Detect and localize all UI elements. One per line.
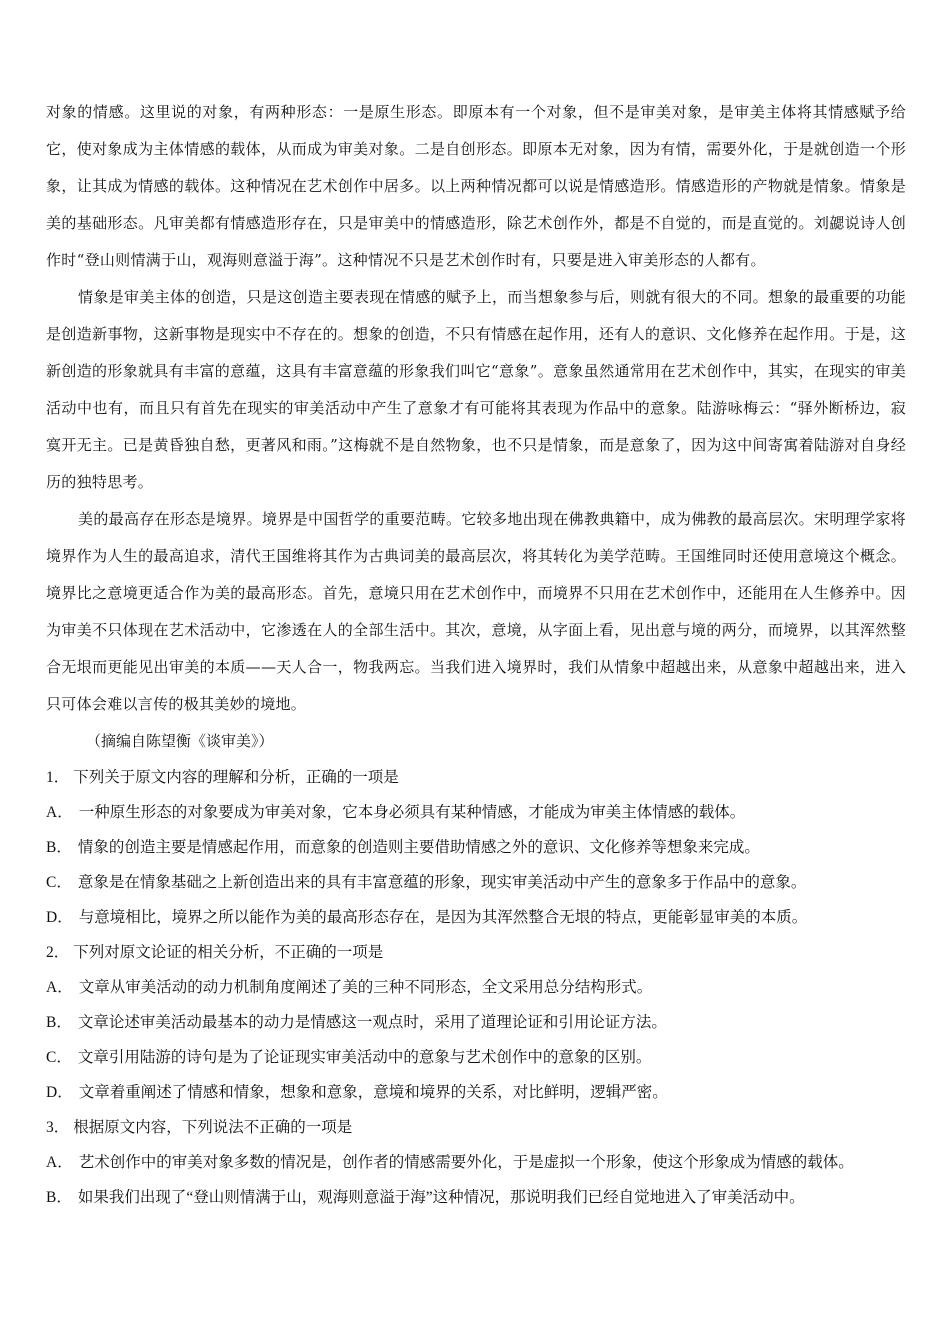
question-stem	[46, 935, 906, 970]
option	[46, 1040, 906, 1075]
option-letter: C．	[46, 1049, 72, 1066]
option-text: 文章着重阐述了情感和情象，想象和意象，意境和境界的关系，对比鲜明，逻辑严密。	[78, 1084, 668, 1101]
question-text: 下列对原文论证的相关分析，不正确的一项是	[73, 944, 384, 961]
option-text: 与意境相比，境界之所以能作为美的最高形态存在，是因为其浑然整合无垠的特点，更能彰显审美的本质。	[78, 909, 808, 926]
option-text: 情象的创造主要是情感起作用，而意象的创造则主要借助情感之外的意识、文化修养等想象来完成。	[77, 839, 760, 856]
option	[46, 865, 906, 900]
passage-paragraph: 美的最高存在形态是境界。境界是中国哲学的重要范畴。它较多地出现在佛教典籍中，成为佛教的最高层次。宋明理学家将境界作为人生的最高追求，清代王国维将其作为古典词美的最高层次，将其转化为美学范畴。王国维同时还使用意境这个概念。境界比之意境更适合作为美的最高形态。首先，意境只用在艺术创作中，而境界不只用在艺术创作中，还能用在人生修养中。因为审美不只体现在艺术活动中，它渗透在人的全部生活中。其次，意境，从字面上看，见出意与境的两分，而境界，以其浑然整合无垠而更能见出审美的本质——天人合一，物我两忘。当我们进入境界时，我们从情象中超越出来，从意象中超越出来，进入只可体会难以言传的极其美妙的境地。	[46, 510, 906, 713]
passage-paragraph: 情象是审美主体的创造，只是这创造主要表现在情感的赋予上，而当想象参与后，则就有很大的不同。想象的最重要的功能是创造新事物，这新事物是现实中不存在的。想象的创造，不只有情感在起作用，还有人的意识、文化修养在起作用。于是，这新创造的形象就具有丰富的意蕴，这具有丰富意蕴的形象我们叫它“意象”。意象虽然通常用在艺术创作中，其实，在现实的审美活动中也有，而且只有首先在现实的审美活动中产生了意象才有可能将其表现为作品中的意象。陆游咏梅云：“驿外断桥边，寂寞开无主。已是黄昏独自愁，更著风和雨。”这梅就不是自然物象，也不只是情象，而是意象了，因为这中间寄寓着陆游对自身经历的独特思考。	[46, 288, 906, 491]
option	[46, 970, 906, 1005]
option-letter: D．	[46, 909, 73, 926]
option-letter: B．	[46, 1189, 72, 1206]
option-text: 一种原生形态的对象要成为审美对象，它本身必须具有某种情感，才能成为审美主体情感的载体。	[78, 804, 746, 821]
option-text: 艺术创作中的审美对象多数的情况是，创作者的情感需要外化，于是虚拟一个形象，使这个形象成为情感的载体。	[78, 1154, 854, 1171]
option	[46, 1145, 906, 1180]
option	[46, 1180, 906, 1215]
option-text: 如果我们出现了“登山则情满于山，观海则意溢于海”这种情况，那说明我们已经自觉地进入了审美活动中。	[77, 1189, 805, 1206]
option-letter: A．	[46, 1154, 73, 1171]
exam-page	[46, 94, 906, 1215]
question-number: 1．	[46, 769, 70, 786]
option-letter: B．	[46, 1014, 72, 1031]
passage-source: （摘编自陈望衡《谈审美》）	[86, 732, 274, 750]
option-text: 文章引用陆游的诗句是为了论证现实审美活动中的意象与艺术创作中的意象的区别。	[77, 1049, 652, 1066]
question-1	[46, 760, 906, 935]
question-number: 3．	[46, 1119, 70, 1136]
question-stem	[46, 760, 906, 795]
option	[46, 1075, 906, 1110]
option-text: 意象是在情象基础之上新创造出来的具有丰富意蕴的形象，现实审美活动中产生的意象多于作品中的意象。	[77, 874, 807, 891]
option	[46, 900, 906, 935]
option-text: 文章论述审美活动最基本的动力是情感这一观点时，采用了道理论证和引用论证方法。	[77, 1014, 667, 1031]
option-letter: C．	[46, 874, 72, 891]
question-number: 2．	[46, 944, 70, 961]
option-letter: A．	[46, 979, 73, 996]
question-text: 下列关于原文内容的理解和分析，正确的一项是	[73, 769, 399, 786]
option	[46, 1005, 906, 1040]
passage-paragraph: 对象的情感。这里说的对象，有两种形态：一是原生形态。即原本有一个对象，但不是审美对象，是审美主体将其情感赋予给它，使对象成为主体情感的载体，从而成为审美对象。二是自创形态。即原本无对象，因为有情，需要外化，于是就创造一个形象，让其成为情感的载体。这种情况在艺术创作中居多。以上两种情况都可以说是情感造形。情感造形的产物就是情象。情象是美的基础形态。凡审美都有情感造形存在，只是审美中的情感造形，除艺术创作外，都是不自觉的，而是直觉的。刘勰说诗人创作时“登山则情满于山，观海则意溢于海”。这种情况不只是艺术创作时有，只要是进入审美形态的人都有。	[46, 103, 906, 269]
question-2	[46, 935, 906, 1110]
option	[46, 795, 906, 830]
question-3	[46, 1110, 906, 1215]
question-text: 根据原文内容，下列说法不正确的一项是	[73, 1119, 353, 1136]
option-letter: B．	[46, 839, 72, 856]
option-text: 文章从审美活动的动力机制角度阐述了美的三种不同形态，全文采用总分结构形式。	[78, 979, 653, 996]
question-stem	[46, 1110, 906, 1145]
option-letter: A．	[46, 804, 73, 821]
option-letter: D．	[46, 1084, 73, 1101]
option	[46, 830, 906, 865]
